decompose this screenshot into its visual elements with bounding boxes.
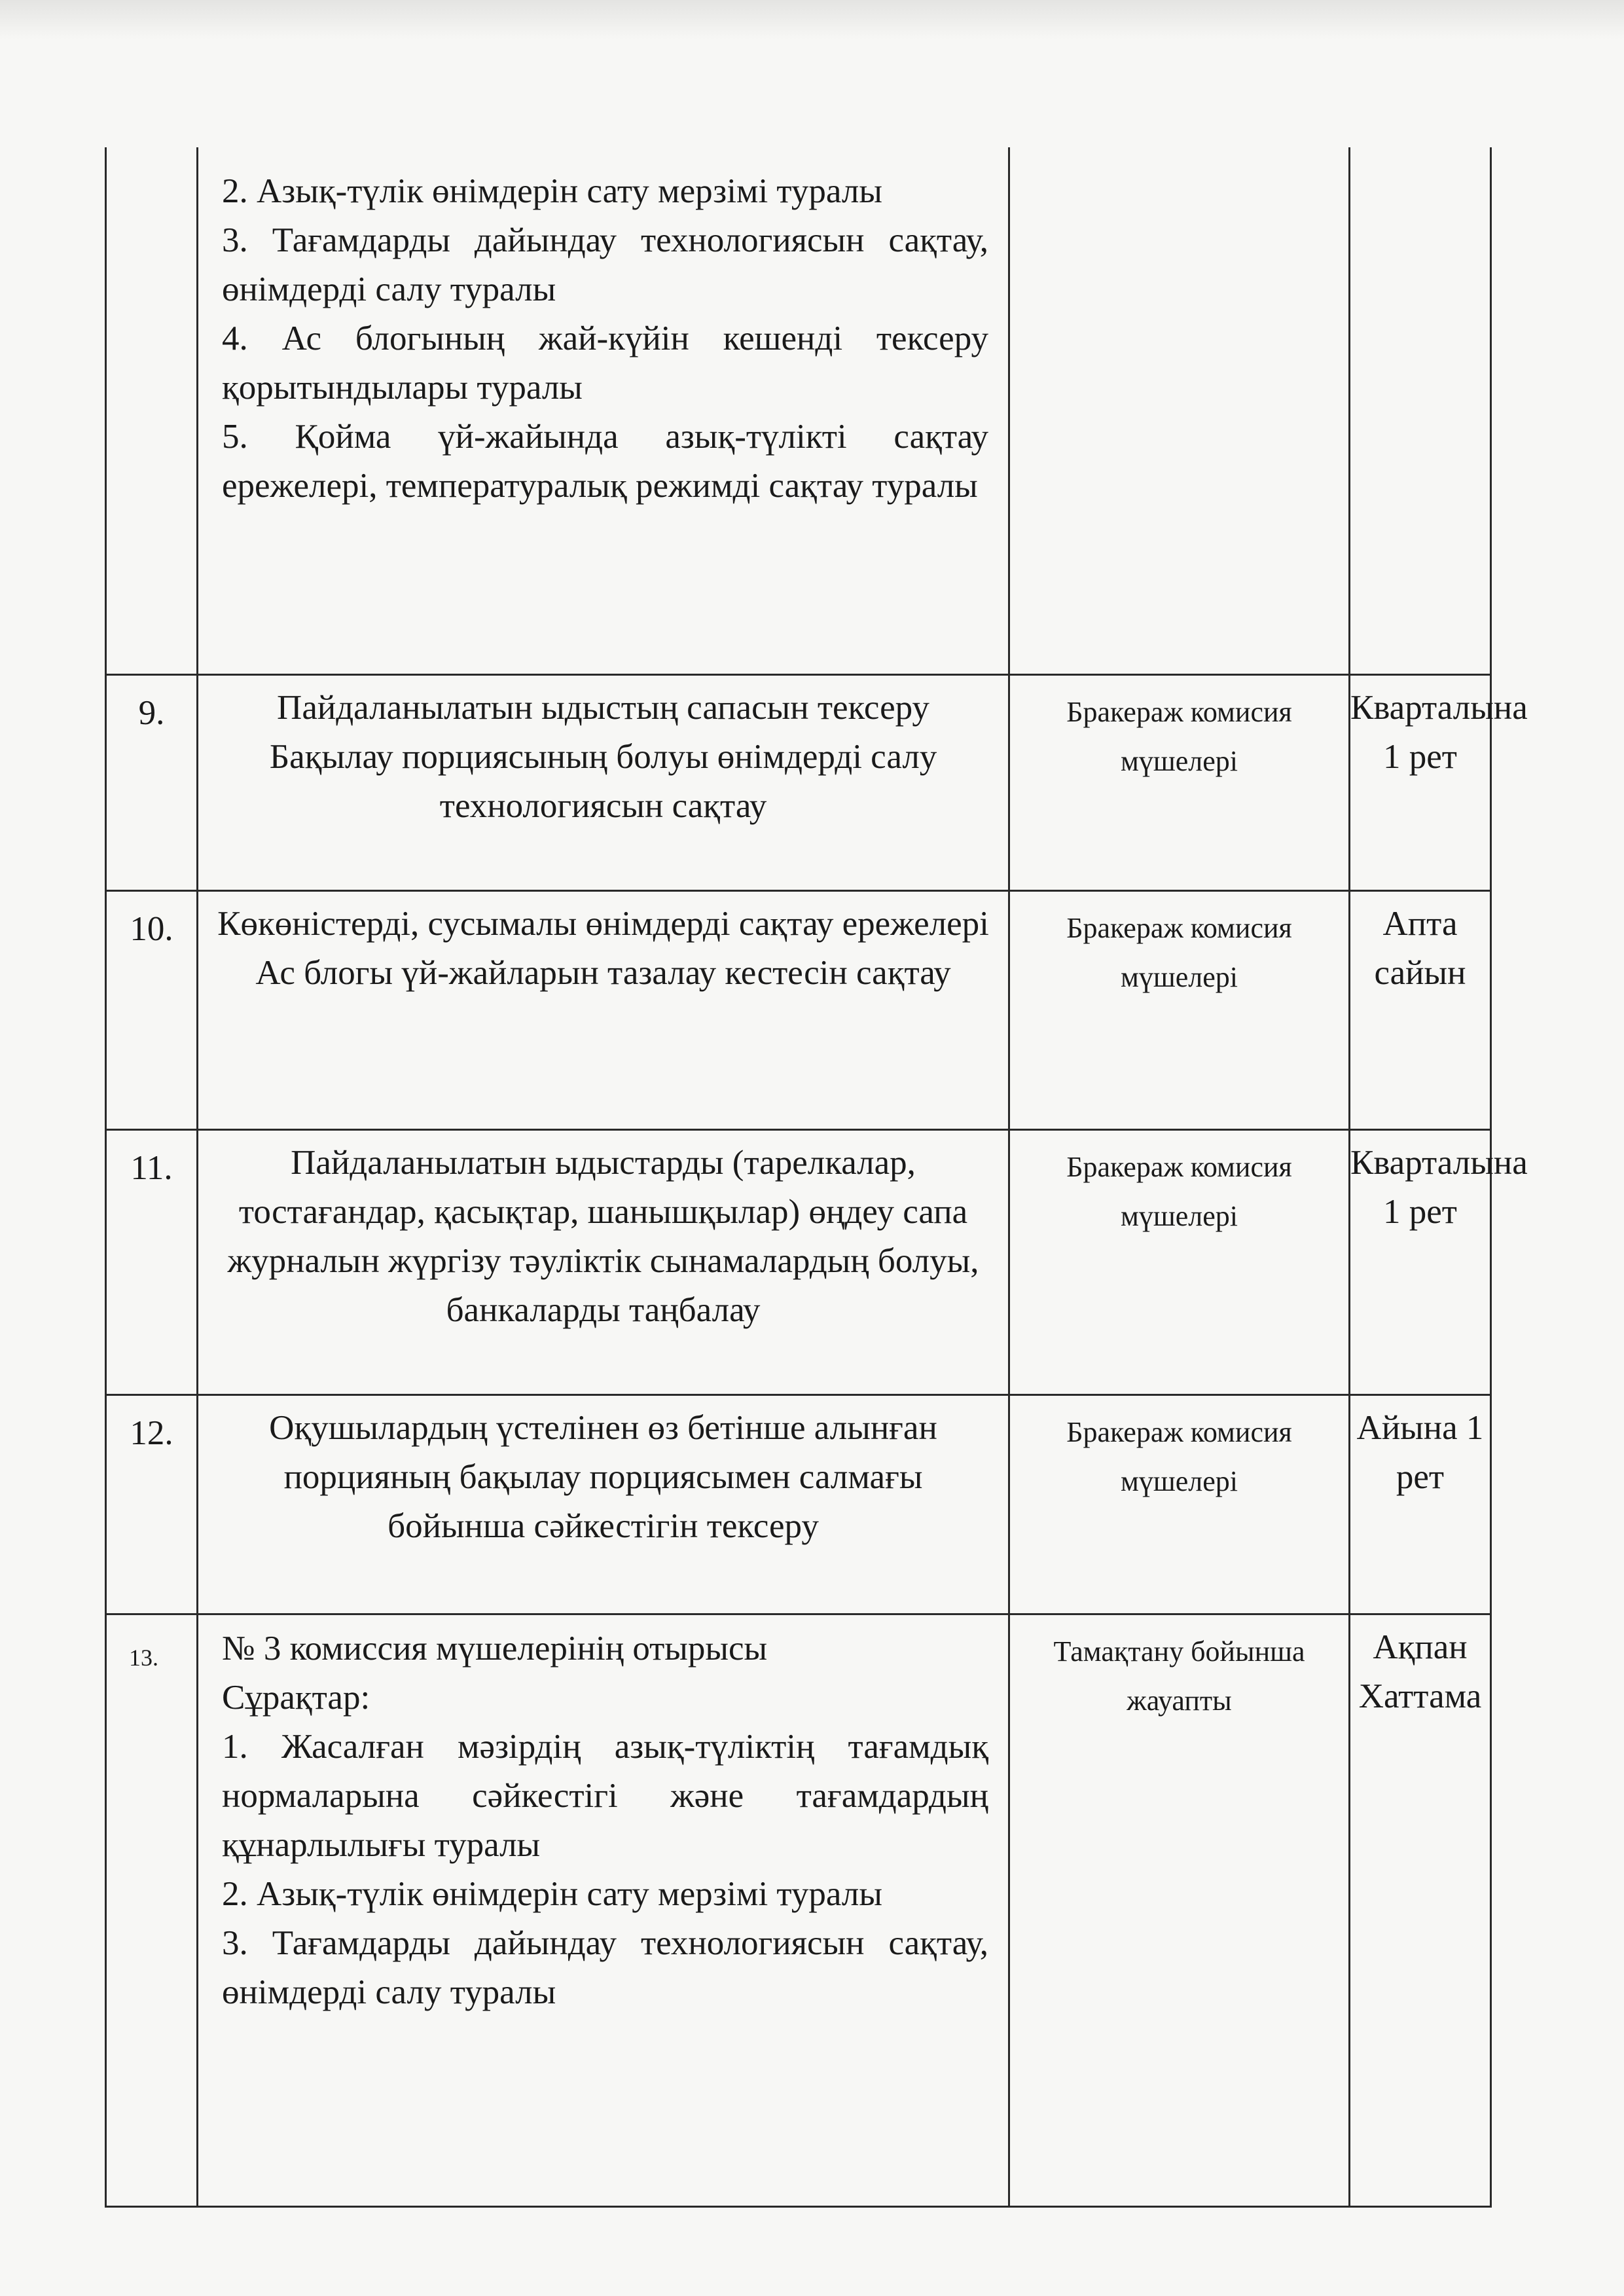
row-number <box>106 147 198 674</box>
task-line: 4. Ас блогының жай-күйін кешенді тексеру қорытындылары туралы <box>222 319 988 407</box>
table-row <box>106 890 1491 1129</box>
table-row <box>106 674 1491 890</box>
task-cell <box>198 147 1009 674</box>
table-row <box>106 1394 1491 1614</box>
responsible-cell: Бракераж комисия мүшелері <box>1009 674 1350 890</box>
row-number: 13. <box>106 1614 198 2206</box>
task-line: Пайдаланылатын ыдыстың сапасын тексеру <box>277 688 929 727</box>
task-line: Оқушылардың үстелінен өз бетінше алынған порцияның бақылау порциясымен салмағы бойынша сәйкестігін тексеру <box>269 1408 937 1545</box>
schedule-cell: Айына 1 рет <box>1350 1394 1491 1614</box>
schedule-cell: Кварталына 1 рет <box>1350 674 1491 890</box>
task-cell <box>198 1394 1009 1614</box>
task-cell <box>198 1129 1009 1394</box>
task-line: 3. Тағамдарды дайындау технологиясын сақтау, өнімдерді салу туралы <box>222 1923 988 2011</box>
schedule-cell: Апта сайын <box>1350 890 1491 1129</box>
responsible-cell: Тамақтану бойынша жауапты <box>1009 1614 1350 2206</box>
responsible-cell: Бракераж комисия мүшелері <box>1009 1394 1350 1614</box>
table-row <box>106 1614 1491 2206</box>
task-line: 2. Азық-түлік өнімдерін сату мерзімі туралы <box>222 172 882 210</box>
task-cell <box>198 890 1009 1129</box>
task-line: 3. Тағамдарды дайындау технологиясын сақтау, өнімдерді салу туралы <box>222 221 988 308</box>
schedule-cell <box>1350 147 1491 674</box>
table-row <box>106 147 1491 674</box>
task-line: Сұрақтар: <box>222 1678 370 1717</box>
row-number: 12. <box>106 1394 198 1614</box>
task-line: Ас блогы үй-жайларын тазалау кестесін сақтау <box>255 953 951 992</box>
task-cell <box>198 1614 1009 2206</box>
schedule-cell: Кварталына 1 рет <box>1350 1129 1491 1394</box>
task-line: Көкөністерді, сусымалы өнімдерді сақтау ережелері <box>217 904 989 943</box>
plan-table <box>105 147 1528 2208</box>
task-line: Пайдаланылатын ыдыстарды (тарелкалар, тостағандар, қасықтар, шанышқылар) өңдеу сапа журналын жүргізу тәуліктік сынамалардың болуы, банкаларды таңбалау <box>227 1143 979 1329</box>
task-line: 5. Қойма үй-жайында азық-түлікті сақтау ережелері, температуралық режимді сақтау туралы <box>222 418 988 505</box>
row-number: 11. <box>106 1129 198 1394</box>
row-number: 9. <box>106 674 198 890</box>
responsible-cell: Бракераж комисия мүшелері <box>1009 1129 1350 1394</box>
responsible-cell: Бракераж комисия мүшелері <box>1009 890 1350 1129</box>
table-row <box>106 1129 1491 1394</box>
task-line: 1. Жасалған мәзірдің азық-түліктің тағамдық нормаларына сәйкестігі және тағамдардың құнарлылығы туралы <box>222 1727 988 1864</box>
schedule-cell: Ақпан Хаттама <box>1350 1614 1491 2206</box>
responsible-cell <box>1009 147 1350 674</box>
scan-shadow <box>0 0 1624 39</box>
task-line: 2. Азық-түлік өнімдерін сату мерзімі туралы <box>222 1874 882 1913</box>
task-line: № 3 комиссия мүшелерінің отырысы <box>222 1629 768 1667</box>
row-number: 10. <box>106 890 198 1129</box>
task-cell <box>198 674 1009 890</box>
task-line: Бақылау порциясының болуы өнімдерді салу технологиясын сақтау <box>269 737 937 825</box>
